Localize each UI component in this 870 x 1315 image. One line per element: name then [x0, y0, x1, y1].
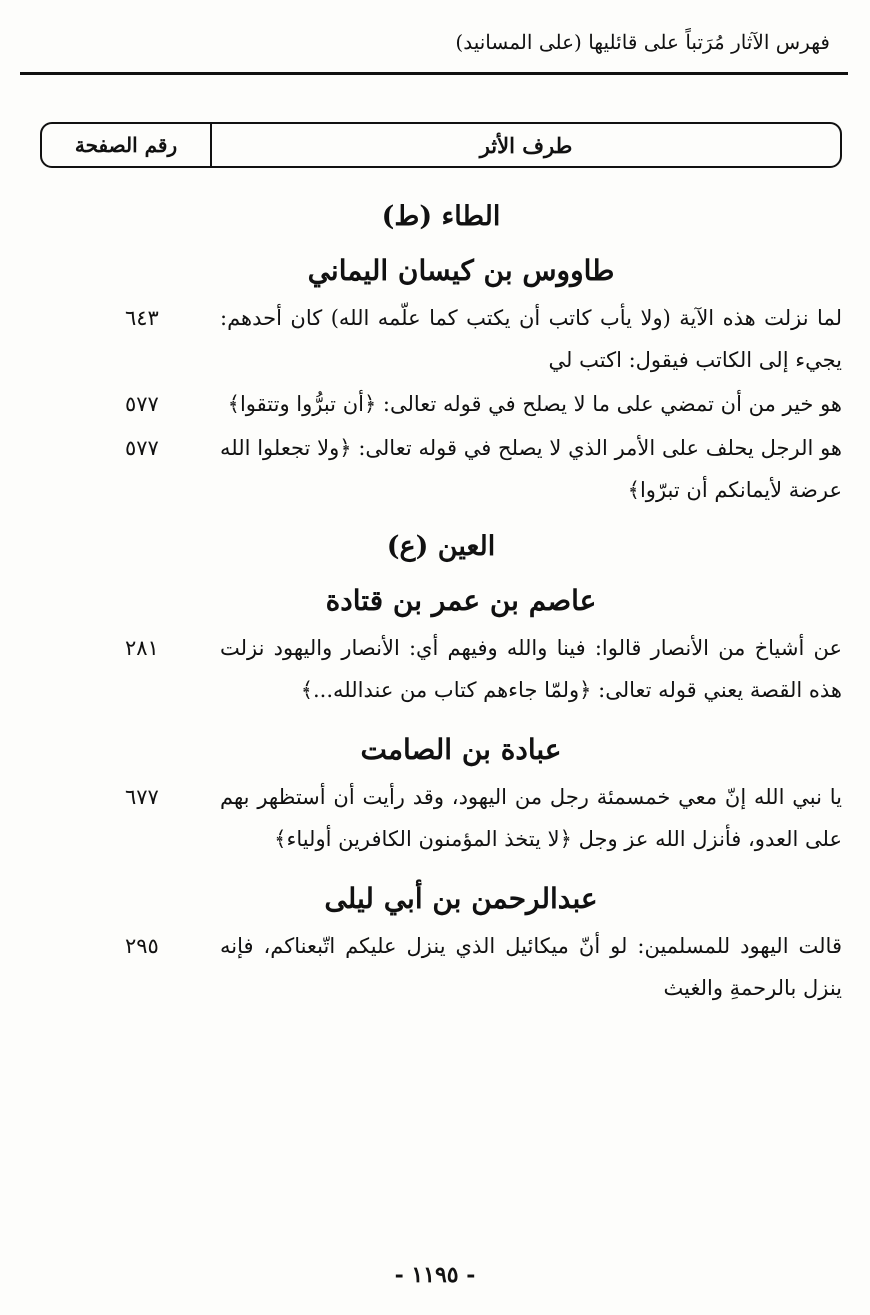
entry-page-number: ٢٨١: [125, 636, 159, 660]
entry-text: لما نزلت هذه الآية (ولا يأب كاتب أن يكتب كما علّمه الله) كان أحدهم: يجيء إلى الكاتب فيقول: اكتب لي: [220, 306, 842, 372]
entry-text: قالت اليهود للمسلمين: لو أنّ ميكائيل الذي ينزل عليكم اتّبعناكم، فإنه ينزل بالرحمةِ والغيث: [220, 934, 842, 1000]
index-entry: [40, 297, 842, 381]
narrator-heading: عبدالرحمن بن أبي ليلى: [324, 882, 598, 915]
entry-text: هو خير من أن تمضي على ما لا يصلح في قوله تعالى: ﴿أن تبرُّوا وتتقوا﴾: [227, 392, 842, 416]
column-header-box: [40, 122, 842, 168]
index-entry: [40, 925, 842, 1009]
entry-page-number: ٢٩٥: [125, 934, 159, 958]
index-content: [40, 195, 842, 1011]
running-head: فهرس الآثار مُرَتباً على قائليها (على المسانيد): [455, 30, 830, 54]
column-header-text: طرف الأثر: [479, 132, 573, 158]
index-entry: [40, 627, 842, 711]
column-header-page: رقم الصفحة: [42, 124, 212, 166]
entry-text: عن أشياخ من الأنصار قالوا: فينا والله وفيهم أي: الأنصار واليهود نزلت هذه القصة يعني قوله تعالى: ﴿ولمّا جاءهم كتاب من عندالله...﴾: [220, 636, 843, 702]
narrator-heading: عاصم بن عمر بن قتادة: [325, 584, 597, 617]
narrator-heading: عبادة بن الصامت: [360, 733, 562, 766]
entry-page-number: ٥٧٧: [125, 436, 159, 460]
section-title: الطاء (ط): [381, 201, 501, 232]
index-entry: [40, 383, 842, 425]
index-entry: [40, 776, 842, 860]
entry-text: هو الرجل يحلف على الأمر الذي لا يصلح في قوله تعالى: ﴿ولا تجعلوا الله عرضة لأيمانكم أن تبرّوا﴾: [220, 436, 842, 502]
entry-page-number: ٦٤٣: [125, 306, 159, 330]
page-number: - ١١٩٥ -: [394, 1262, 476, 1288]
header-rule: [20, 72, 848, 75]
index-entry: [40, 427, 842, 511]
section-title: العين (ع): [386, 531, 496, 562]
entry-page-number: ٦٧٧: [125, 785, 159, 809]
entry-page-number: ٥٧٧: [125, 392, 159, 416]
narrator-heading: طاووس بن كيسان اليماني: [307, 254, 615, 287]
entry-text: يا نبي الله إنّ معي خمسمئة رجل من اليهود، وقد رأيت أن أستظهر بهم على العدو، فأنزل الله عز وجل ﴿لا يتخذ المؤمنون الكافرين أولياء﴾: [220, 785, 842, 851]
